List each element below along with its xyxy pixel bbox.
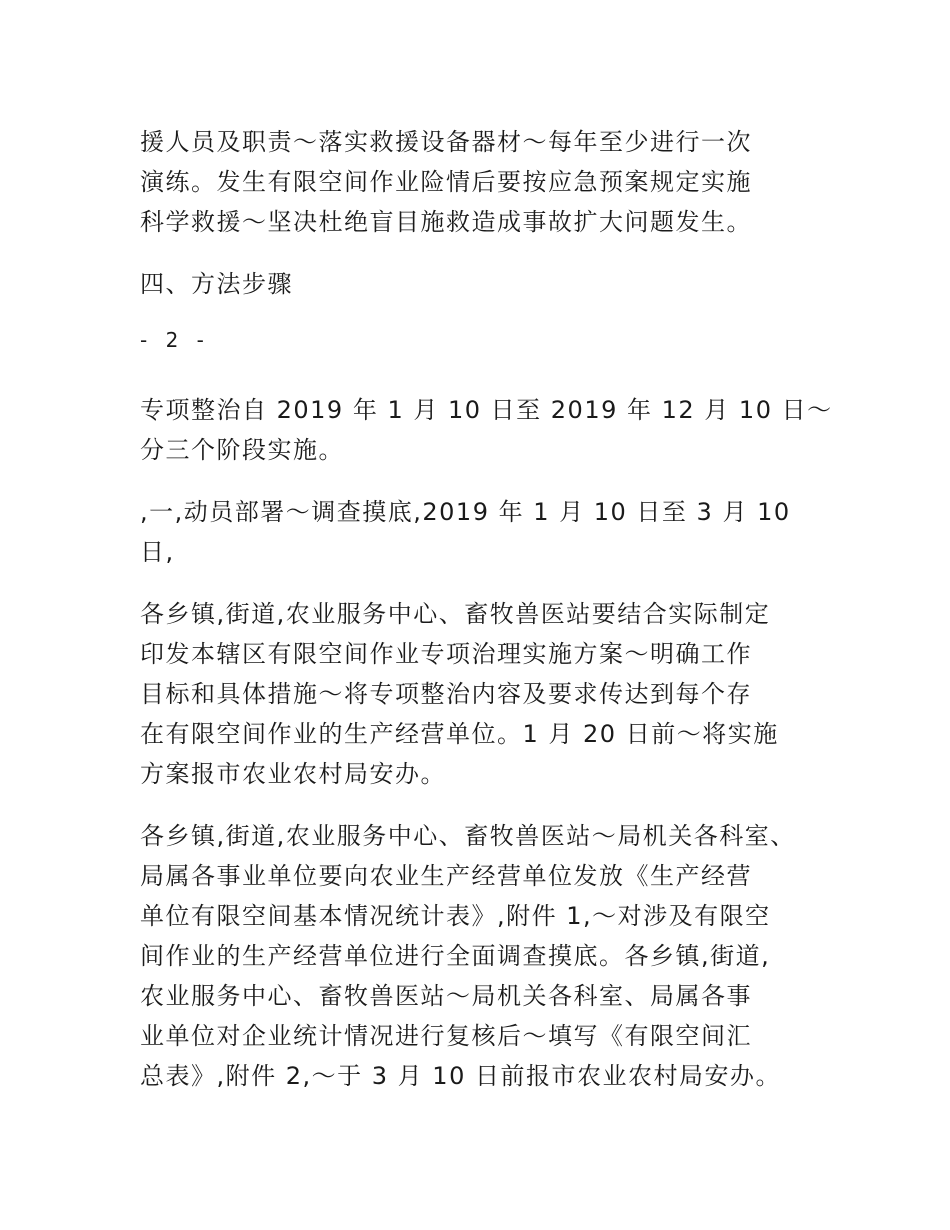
text-line: 在有限空间作业的生产经营单位。1 月 20 日前～将实施 (140, 720, 779, 748)
text-line: 农业服务中心、畜牧兽医站～局机关各科室、局属各事 (140, 982, 752, 1010)
text-line: 单位有限空间基本情况统计表》,附件 1,～对涉及有限空 (140, 902, 771, 930)
text-line: 分三个阶段实施。 (140, 436, 344, 464)
text-line: 间作业的生产经营单位进行全面调查摸底。各乡镇,街道, (140, 942, 771, 970)
text-line: 各乡镇,街道,农业服务中心、畜牧兽医站要结合实际制定 (140, 600, 771, 628)
text-line: 业单位对企业统计情况进行复核后～填写《有限空间汇 (140, 1022, 752, 1050)
page-number: - 2 - (140, 328, 210, 352)
document-body (140, 122, 833, 1096)
text-line: 目标和具体措施～将专项整治内容及要求传达到每个存 (140, 680, 752, 708)
paragraph-implementation-plan (140, 594, 830, 794)
paragraph-survey (140, 816, 830, 1096)
text-line: 演练。发生有限空间作业险情后要按应急预案规定实施 (140, 168, 752, 196)
paragraph-rescue (140, 122, 830, 242)
paragraph-schedule (140, 390, 833, 470)
text-line: 方案报市农业农村局安办。 (140, 760, 446, 788)
text-line: 专项整治自 2019 年 1 月 10 日至 2019 年 12 月 10 日～ (140, 396, 833, 424)
text-line: ,一,动员部署～调查摸底,2019 年 1 月 10 日至 3 月 10 (140, 498, 791, 526)
heading-text: 四、方法步骤 (140, 270, 293, 298)
paragraph-phase-one-title (140, 492, 830, 572)
text-line: 科学救援～坚决杜绝盲目施救造成事故扩大问题发生。 (140, 208, 752, 236)
text-line: 援人员及职责～落实救援设备器材～每年至少进行一次 (140, 128, 752, 156)
text-line: 各乡镇,街道,农业服务中心、畜牧兽医站～局机关各科室、 (140, 822, 796, 850)
text-line: 总表》,附件 2,～于 3 月 10 日前报市农业农村局安办。 (140, 1062, 781, 1090)
text-line: 印发本辖区有限空间作业专项治理实施方案～明确工作 (140, 640, 752, 668)
section-heading (140, 264, 830, 304)
text-line: 局属各事业单位要向农业生产经营单位发放《生产经营 (140, 862, 752, 890)
text-line: 日, (140, 538, 175, 566)
